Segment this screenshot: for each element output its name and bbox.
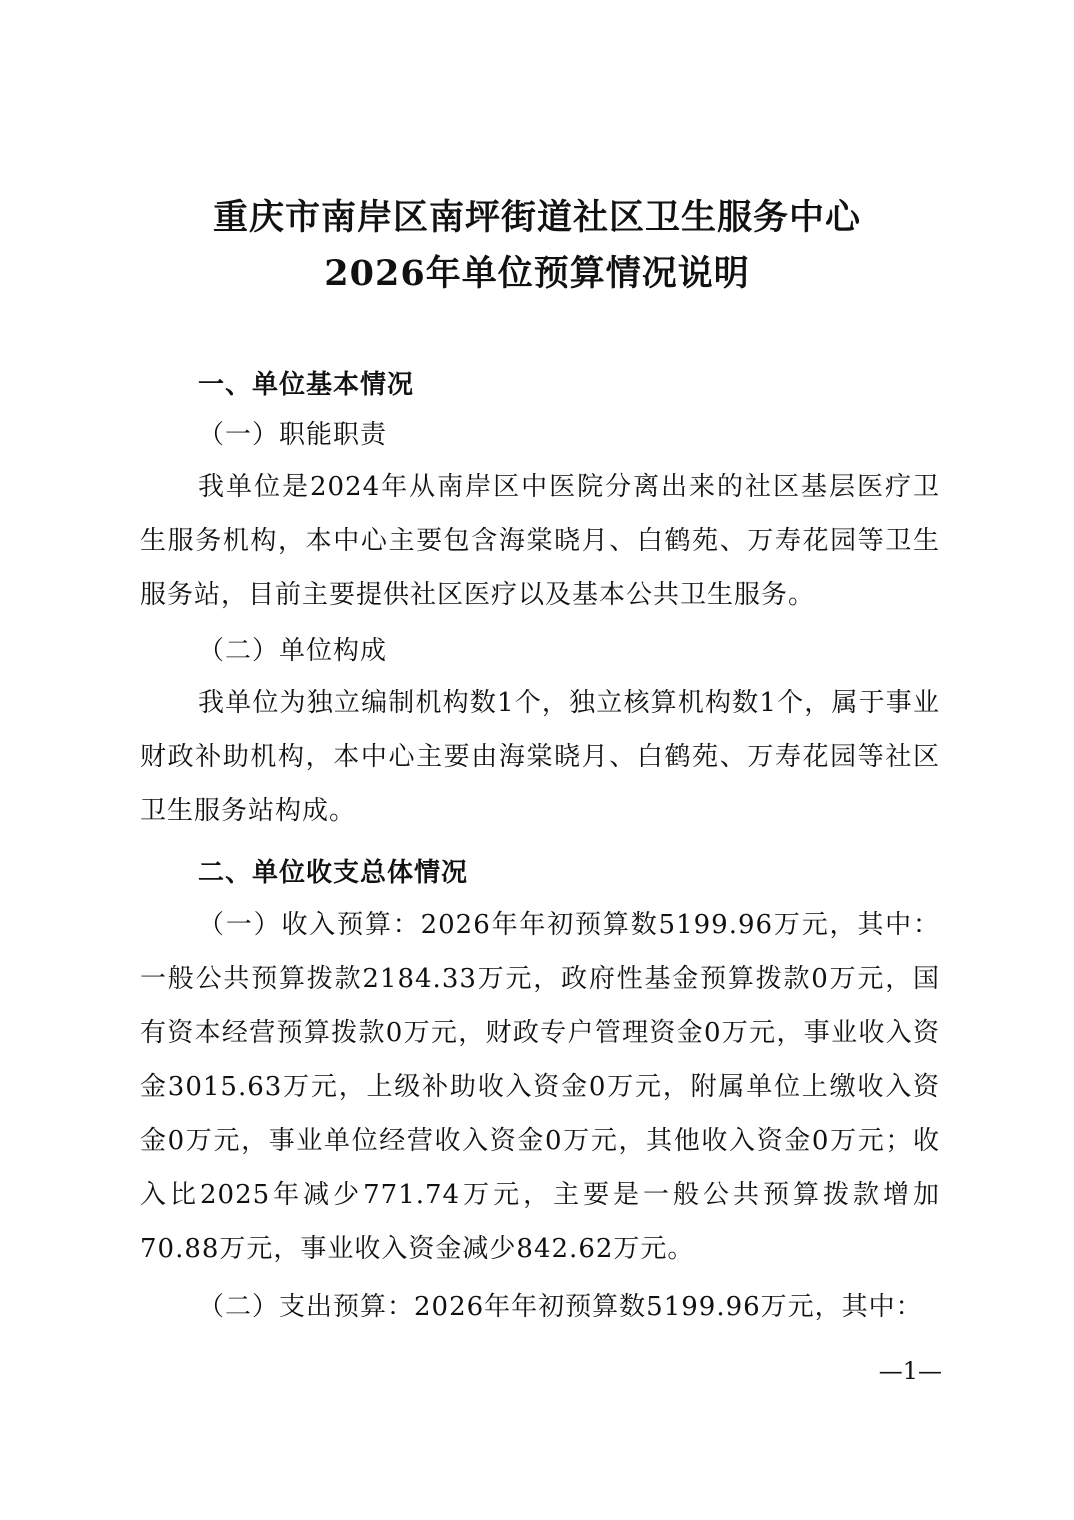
document-title-line-2: 2026年单位预算情况说明 bbox=[324, 253, 750, 294]
section-1-sub-1-heading: （一）职能职责 bbox=[198, 420, 388, 450]
section-1-sub-2-heading: （二）单位构成 bbox=[198, 636, 388, 666]
document-body bbox=[140, 360, 940, 1334]
expense-budget-paragraph: （二）支出预算：2026年年初预算数5199.96万元，其中： bbox=[198, 1292, 923, 1322]
section-1-sub-2-paragraph: 我单位为独立编制机构数1个，独立核算机构数1个，属于事业财政补助机构，本中心主要由海棠晓月、白鹤苑、万寿花园等社区卫生服务站构成。 bbox=[140, 688, 940, 826]
section-2-heading: 二、单位收支总体情况 bbox=[198, 858, 469, 888]
page-number: —1— bbox=[878, 1357, 942, 1385]
income-budget-paragraph: （一）收入预算：2026年年初预算数5199.96万元，其中：一般公共预算拨款2184.33万元，政府性基金预算拨款0万元，国有资本经营预算拨款0万元，财政专户管理资金0万元，事业收入资金3015.63万元，上级补助收入资金0万元，附属单位上缴收入资金0万元，事业单位经营收入资金0万元，其他收入资金0万元；收入比2025年减少771.74万元，主要是一般公共预算拨款增加70.88万元，事业收入资金减少842.62万元。 bbox=[140, 910, 940, 1264]
section-1-heading: 一、单位基本情况 bbox=[198, 370, 415, 400]
section-1-sub-1-paragraph: 我单位是2024年从南岸区中医院分离出来的社区基层医疗卫生服务机构，本中心主要包含海棠晓月、白鹤苑、万寿花园等卫生服务站，目前主要提供社区医疗以及基本公共卫生服务。 bbox=[140, 472, 940, 610]
document-title-line-1: 重庆市南岸区南坪街道社区卫生服务中心 bbox=[212, 197, 861, 238]
